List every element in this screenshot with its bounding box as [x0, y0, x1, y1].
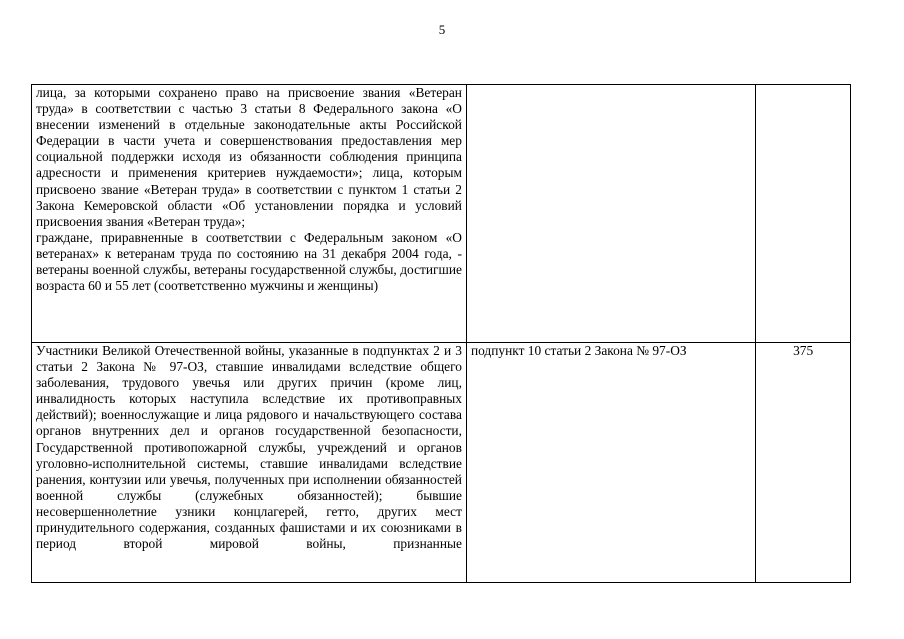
recipient-category-paragraph: граждане, приравненные в соответствии с Федеральным законом «О ветеранах» к ветеранам труда по состоянию на 31 декабря 2004 года, - ветераны военной службы, ветераны государственной службы, достигшие возраста 60 и 55 лет (соответственно мужчины и женщины) — [36, 229, 462, 294]
table-row — [32, 343, 851, 583]
table-row — [32, 85, 851, 343]
recipient-category-cell — [32, 343, 467, 583]
amount-cell — [756, 85, 851, 343]
recipient-category-paragraph: лица, за которыми сохранено право на присвоение звания «Ветеран труда» в соответствии с частью 3 статьи 8 Федерального закона «О внесении изменений в отдельные законодательные акты Российской Федерации в части учета и совершенствования предоставления мер социальной поддержки исходя из обязанности соблюдения принципа адресности и применения критериев нуждаемости»; лица, которым присвоено звание «Ветеран труда» в соответствии с пунктом 1 статьи 2 Закона Кемеровской области «Об установлении порядка и условий присвоения звания «Ветеран труда»; — [36, 85, 462, 229]
legal-basis-cell: подпункт 10 статьи 2 Закона № 97-ОЗ — [466, 343, 755, 583]
amount-cell: 375 — [756, 343, 851, 583]
recipient-category-cell — [32, 85, 467, 343]
legal-basis-cell — [466, 85, 755, 343]
page-number: 5 — [438, 22, 446, 37]
benefits-table — [31, 84, 851, 583]
recipient-category-paragraph: Участники Великой Отечественной войны, указанные в подпунктах 2 и 3 статьи 2 Закона № 97-ОЗ, ставшие инвалидами вследствие общего заболевания, трудового увечья или других причин (кроме лиц, инвалидность которых наступила вследствие их противоправных действий); военнослужащие и лица рядового и начальствующего состава органов внутренних дел и органов государственной безопасности, Государственной противопожарной службы, учреждений и органов уголовно-исполнительной системы, ставшие инвалидами вследствие ранения, контузии или увечья, полученных при исполнении обязанностей военной службы (служебных обязанностей); бывшие несовершеннолетние узники концлагерей, гетто, других мест принудительного содержания, созданных фашистами и их союзниками в период второй мировой войны, признанные — [36, 343, 462, 552]
